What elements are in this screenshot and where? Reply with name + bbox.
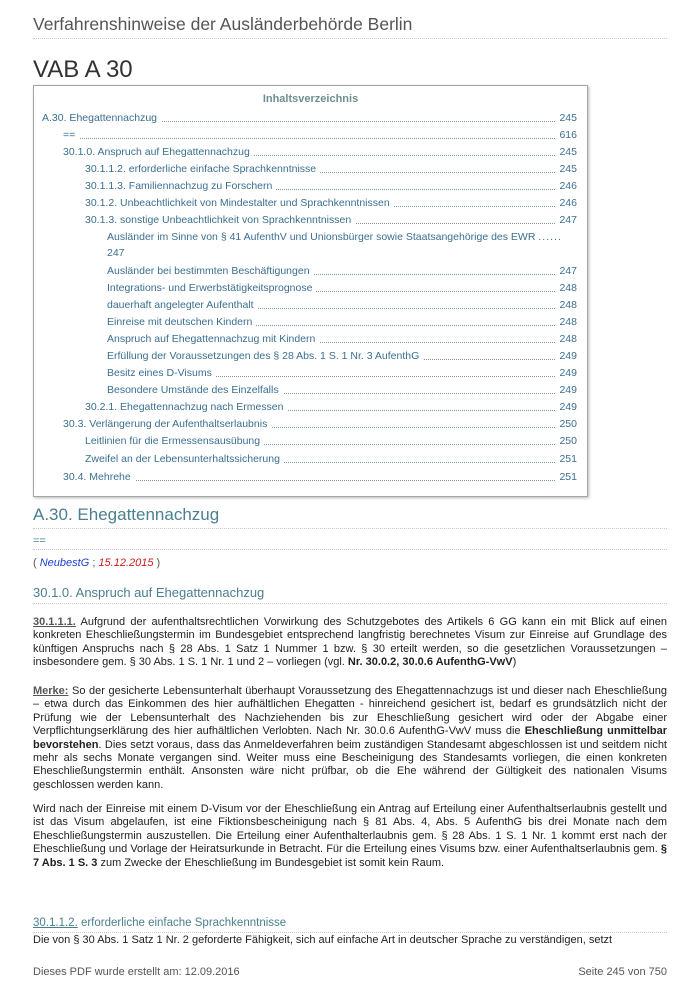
paragraph-text: Wird nach der Einreise mit einem D-Visum vor der Eheschließung ein Antrag auf Erteilung einer Aufenthaltserlaubnis gestellt und ist das Visum abgelaufen, ist eine Fiktionsbescheinigung nach § 81 Abs. 4, Abs. 5 AufenthG bis drei Monate nach dem Eheschließungstermin auszustellen. Die Erteilung einer Aufenthalterlaubnis gem. § 28 Abs. 1 S. 1 Nr. 1 kommt erst nach der Eheschließung und Vorlage der Heiratsurkunde in Betracht. Für die Erteilung eines Visums bzw. einer Aufenthaltserlaubnis gem. — [33, 803, 667, 856]
toc-entry[interactable] — [107, 298, 577, 312]
toc-entry[interactable] — [63, 470, 577, 484]
toc-entry[interactable] — [107, 332, 577, 346]
toc-entry-text: Besitz eines D-Visums — [107, 366, 216, 380]
toc-entry-page: 248 — [556, 281, 577, 295]
toc-entry[interactable] — [107, 264, 577, 278]
toc-entry-text: 30.3. Verlängerung der Aufenthaltserlaubnis — [63, 417, 271, 431]
toc-entry-text: 30.1.1.3. Familiennachzug zu Forschern — [85, 179, 276, 193]
toc-entry[interactable] — [85, 179, 577, 193]
subsection-divider — [33, 603, 667, 604]
toc-entry-page: 251 — [556, 470, 577, 484]
toc-entry[interactable] — [63, 128, 577, 142]
paragraph-number: 30.1.1.1. — [33, 616, 76, 628]
subsection-30-1-1-2-title — [33, 917, 286, 929]
paragraph-reference: § 7 Abs. 1 S. 3 — [33, 843, 667, 869]
toc-entry-page: 246 — [556, 179, 577, 193]
toc-entry[interactable] — [107, 383, 577, 397]
paragraph-fiktion — [33, 803, 667, 870]
equals-divider — [33, 549, 667, 550]
toc-entry-page: 250 — [556, 434, 577, 448]
amendment-separator: ; — [89, 557, 99, 569]
toc-entry-text: A.30. Ehegattennachzug — [42, 111, 161, 125]
paragraph-emphasis: Eheschließung unmittelbar bevorstehen — [33, 725, 668, 751]
toc-entry[interactable] — [107, 349, 577, 363]
toc-entry-text: 30.1.2. Unbeachtlichkeit von Mindestalter und Sprachkenntnissen — [85, 196, 394, 210]
amendment-date: 15.12.2015 — [98, 557, 154, 569]
toc-entry-page: 249 — [556, 383, 577, 397]
subsection-title: 30.1.0. Anspruch auf Ehegattennachzug — [33, 585, 265, 600]
toc-entry[interactable] — [63, 145, 577, 159]
toc-entry-text: == — [63, 128, 79, 142]
toc-entry-text: Anspruch auf Ehegattennachzug mit Kindern — [107, 332, 319, 346]
footer-page-number: Seite 245 von 750 — [578, 966, 667, 978]
toc-entry-page: 248 — [556, 315, 577, 329]
table-of-contents — [33, 85, 588, 497]
toc-entry-text: 30.2.1. Ehegattennachzug nach Ermessen — [85, 400, 287, 414]
paragraph-text: Aufgrund der aufenthaltsrechtlichen Vorwirkung des Schutzgebotes des Artikels 6 GG kann ein mit Blick auf einen konkreten Eheschließungstermin im Bundesgebiet entsprechend langfristig berechnetes Visum zur Einreise auf Grundlage des künftigen Anspruchs nach § 28 Abs. 1 Satz 1 Nummer 1 bzw. § 30 erteilt werden, so die gesetzlichen Voraussetzungen – insbesondere gem. § 30 Abs. 1 S. 1 Nr. 1 und 2 – vorliegen (vgl. — [33, 616, 667, 669]
paragraph-end: ) — [512, 656, 517, 669]
toc-heading: Inhaltsverzeichnis — [262, 93, 359, 105]
toc-entry-page: 248 — [556, 332, 577, 346]
paragraph-text-2: . Dies setzt voraus, dass das Anmeldeverfahren beim zuständigen Standesamt abgeschlossen ist und seitdem nicht mehr als sechs Monate vergangen sind. Weiter muss eine Bescheinigung des Standesamts vorliegen, die einen konkreten Eheschließungstermin enthält. Ansonsten wäre nicht prüfbar, ob die Ehe während der Gültigkeit des nationalen Visums geschlossen werden kann. — [33, 738, 667, 791]
toc-entry-page: 245 — [556, 162, 577, 176]
toc-entry-text: 30.4. Mehrehe — [63, 470, 135, 484]
toc-entry-page: 616 — [556, 128, 577, 142]
toc-entry-page: 245 — [556, 145, 577, 159]
toc-entry-text: Leitlinien für die Ermessensausübung — [85, 434, 264, 448]
toc-entry-page: 251 — [556, 452, 577, 466]
site-title: Verfahrenshinweise der Ausländerbehörde Berlin — [33, 14, 413, 34]
toc-entry-text: Integrations- und Erwerbstätigkeitsprognose — [107, 281, 316, 295]
equals-marker: == — [33, 535, 46, 547]
amendment-law-link[interactable]: NeubestG — [39, 557, 90, 569]
toc-leader — [63, 480, 577, 481]
toc-entry-text: Ausländer bei bestimmten Beschäftigungen — [107, 264, 314, 278]
toc-entry-wrapped[interactable] — [107, 229, 577, 261]
toc-entry-page: 249 — [556, 349, 577, 363]
toc-entry-text: dauerhaft angelegter Aufenthalt — [107, 298, 258, 312]
toc-entry-page: 250 — [556, 417, 577, 431]
paragraph-merke — [33, 685, 667, 792]
toc-entry-text: Zweifel an der Lebensunterhaltssicherung — [85, 452, 284, 466]
amendment-open: ( — [33, 557, 40, 569]
toc-entry-text: Ausländer im Sinne von § 41 AufenthV und Unionsbürger sowie Staatsangehörige des EWR — [107, 231, 536, 243]
toc-entry-text: Einreise mit deutschen Kindern — [107, 315, 256, 329]
toc-entry-text: Erfüllung der Voraussetzungen des § 28 Abs. 1 S. 1 Nr. 3 AufenthG — [107, 349, 423, 363]
toc-entry[interactable] — [85, 196, 577, 210]
toc-entry-page: 247 — [107, 247, 125, 259]
toc-entry[interactable] — [85, 452, 577, 466]
paragraph-sprachkenntnisse: Die von § 30 Abs. 1 Satz 1 Nr. 2 geforderte Fähigkeit, sich auf einfache Art in deutscher Sprache zu verständigen, setzt — [33, 934, 613, 946]
toc-entry[interactable] — [85, 400, 577, 414]
subsection-number-link[interactable]: 30.1.1.2. — [33, 917, 78, 929]
merke-label: Merke: — [33, 685, 69, 697]
subsection-title-text: erforderliche einfache Sprachkenntnisse — [77, 917, 287, 929]
toc-entry-page: 247 — [556, 213, 577, 227]
toc-entry-page: 247 — [556, 264, 577, 278]
toc-entry[interactable] — [85, 213, 577, 227]
toc-entry-text: Besondere Umstände des Einzelfalls — [107, 383, 283, 397]
toc-leader: ...... — [538, 231, 562, 243]
section-title: A.30. Ehegattennachzug — [33, 505, 220, 524]
toc-entry[interactable] — [85, 434, 577, 448]
paragraph-reference: Nr. 30.0.2, 30.0.6 AufenthG-VwV — [347, 656, 513, 669]
paragraph-30-1-1-1 — [33, 616, 667, 670]
toc-entry[interactable] — [63, 417, 577, 431]
toc-entry[interactable] — [85, 162, 577, 176]
toc-leader — [63, 138, 577, 139]
toc-entry-page: 245 — [556, 111, 577, 125]
amendment-close: ) — [153, 557, 161, 569]
toc-entry[interactable] — [107, 315, 577, 329]
paragraph-text: So der gesicherte Lebensunterhalt überhaupt Voraussetzung des Ehegattennachzugs ist und dieser nach Eheschließung – etwa durch das Einkommen des hier aufhältlichen Ehegatten - hinreichend gesichert ist, bedarf es grundsätzlich nicht der Prüfung wie der Lebensunterhalt des Nachziehenden bis zur Eheschließung gesichert wird oder der Abgabe einer Verpflichtungserklärung des hier aufhältlichen Verlobten. Nach Nr. 30.0.6 AufenthG-VwV muss die — [33, 685, 667, 738]
toc-entry-page: 249 — [556, 366, 577, 380]
footer-created-date: Dieses PDF wurde erstellt am: 12.09.2016 — [33, 966, 240, 978]
toc-entry-page: 249 — [556, 400, 577, 414]
section-divider — [33, 528, 667, 529]
toc-entry[interactable] — [107, 366, 577, 380]
toc-entry[interactable] — [107, 281, 577, 295]
header-divider — [33, 38, 667, 39]
document-title: VAB A 30 — [33, 56, 133, 83]
subsection-divider — [33, 932, 667, 933]
toc-entry-page: 246 — [556, 196, 577, 210]
toc-entry-page: 248 — [556, 298, 577, 312]
toc-entry-text: 30.1.3. sonstige Unbeachtlichkeit von Sprachkenntnissen — [85, 213, 355, 227]
toc-entry-text: 30.1.0. Anspruch auf Ehegattennachzug — [63, 145, 254, 159]
amendment-note — [33, 557, 160, 569]
toc-entry[interactable] — [42, 111, 577, 125]
paragraph-end: zum Zwecke der Eheschließung im Bundesgebiet ist somit kein Raum. — [97, 856, 445, 869]
toc-entry-text: 30.1.1.2. erforderliche einfache Sprachkenntnisse — [85, 162, 320, 176]
